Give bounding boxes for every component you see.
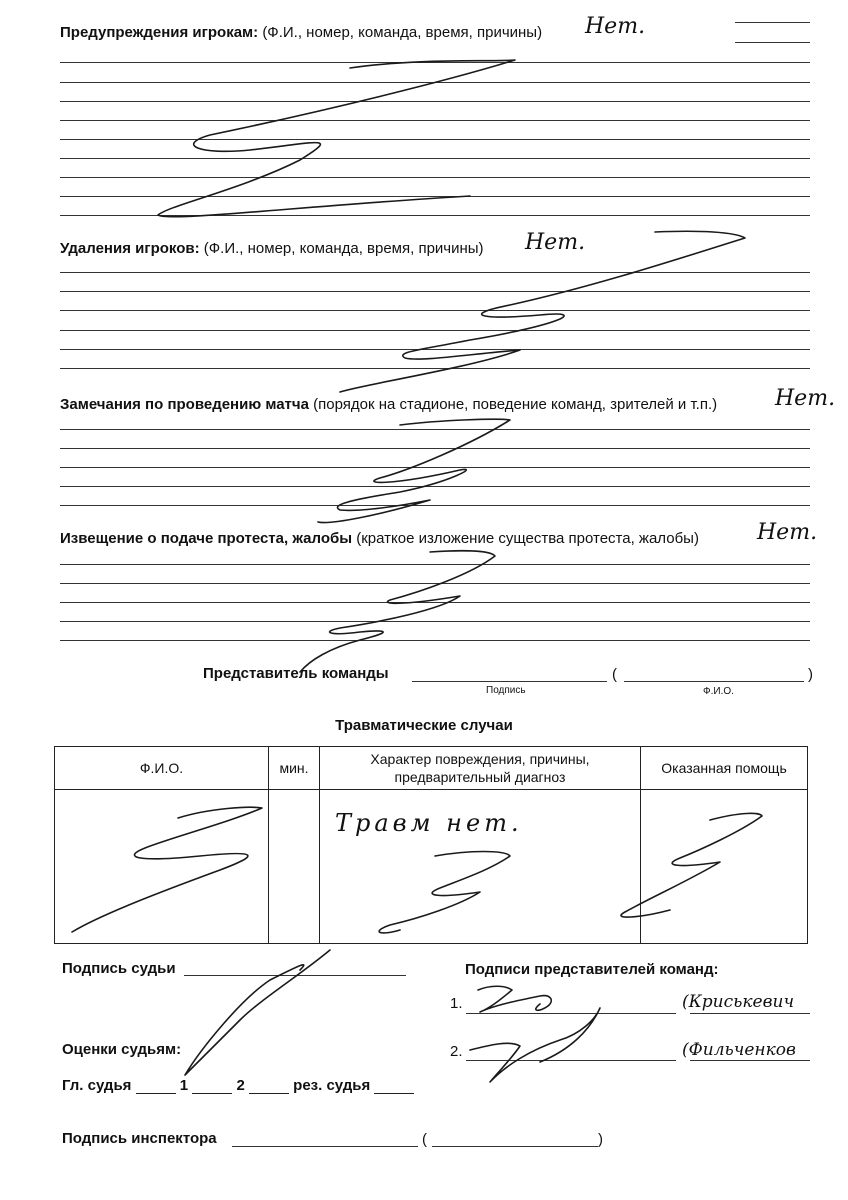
grades-row [62,1077,414,1094]
grades-ar1-label: 1 [179,1077,189,1094]
ejections-handwritten: Нет. [525,230,586,255]
team-sig-1-handwritten-name: Криськевич [688,992,795,1012]
inspector-close-paren: ) [598,1131,603,1148]
referee-signature-scribble [185,950,330,1075]
warnings-hint: (Ф.И., номер, команда, время, причины) [262,24,543,41]
grades-reserve-label: рез. судья [293,1077,371,1094]
team-rep-close-paren: ) [808,666,813,683]
team-rep-name-caption: Ф.И.О. [703,686,734,697]
team-sig-2-line [466,1060,676,1061]
trauma-cell-name [55,790,269,944]
grades-label: Оценки судьям: [62,1041,182,1058]
grades-reserve-field[interactable] [374,1079,414,1094]
strike-scribble-remarks [318,419,510,522]
protest-title: Извещение о подаче протеста, жалобы [60,530,353,547]
team-rep-label: Представитель команды [203,665,389,682]
team-2-signature-scribble [470,1008,600,1082]
trauma-row [55,790,808,944]
rule [735,22,810,23]
trauma-col-name: Ф.И.О. [55,747,269,790]
grades-ar1-field[interactable] [192,1079,232,1094]
team-sig-1-line [466,1013,676,1014]
grades-main-ref-label: Гл. судья [62,1077,132,1094]
team-sig-1-name: (Криськевич [682,992,795,1012]
inspector-label: Подпись инспектора [62,1130,217,1147]
team-sig-2-name: (Фильченков [682,1040,796,1060]
trauma-col-min: мин. [269,747,320,790]
ejections-hint: (Ф.И., номер, команда, время, причины) [203,240,484,257]
trauma-title: Травматические случаи [335,717,513,734]
team-rep-open-paren: ( [612,666,617,683]
rule [735,42,810,43]
grades-ar2-field[interactable] [249,1079,289,1094]
protest-heading [60,530,699,547]
trauma-table [54,746,808,944]
inspector-name-line [432,1146,598,1147]
remarks-heading [60,396,717,413]
team-sig-2-handwritten-name: Фильченков [688,1040,796,1060]
team-rep-name-line [624,681,804,682]
remarks-handwritten: Нет. [775,386,836,411]
warnings-heading [60,24,542,41]
warnings-title: Предупреждения игрокам: [60,24,259,41]
referee-signature-label: Подпись судьи [62,960,176,977]
team-sig-1-num: 1. [450,995,463,1012]
trauma-col-help: Оказанная помощь [641,747,808,790]
team-sig-1-name-line [690,1013,810,1014]
grades-main-ref-field[interactable] [136,1079,176,1094]
ejections-heading [60,240,484,257]
trauma-handwritten-entry: Травм нет. [335,809,523,837]
inspector-open-paren: ( [422,1131,427,1148]
team-sig-2-name-line [690,1060,810,1061]
remarks-title: Замечания по проведению матча [60,396,309,413]
team-signatures-label: Подписи представителей команд: [465,961,719,978]
referee-signature-line [184,975,406,976]
trauma-cell-min [269,790,320,944]
ejections-title: Удаления игроков: [60,240,200,257]
trauma-cell-help [641,790,808,944]
protest-handwritten: Нет. [757,520,818,545]
team-rep-sig-line [412,681,607,682]
trauma-header-row [55,747,808,790]
remarks-hint: (порядок на стадионе, поведение команд, зрителей и т.п.) [313,396,718,413]
strike-scribble-protest [300,551,495,672]
warnings-handwritten: Нет. [585,14,646,39]
team-1-signature-scribble [478,986,551,1012]
grades-ar2-label: 2 [236,1077,245,1094]
team-rep-sig-caption: Подпись [486,685,526,696]
team-sig-2-num: 2. [450,1043,463,1060]
trauma-cell-injury [320,790,641,944]
inspector-sig-line [232,1146,418,1147]
trauma-col-injury: Характер повреждения, причины, предварительный диагноз [320,747,641,790]
protest-hint: (краткое изложение существа протеста, жалобы) [356,530,699,547]
